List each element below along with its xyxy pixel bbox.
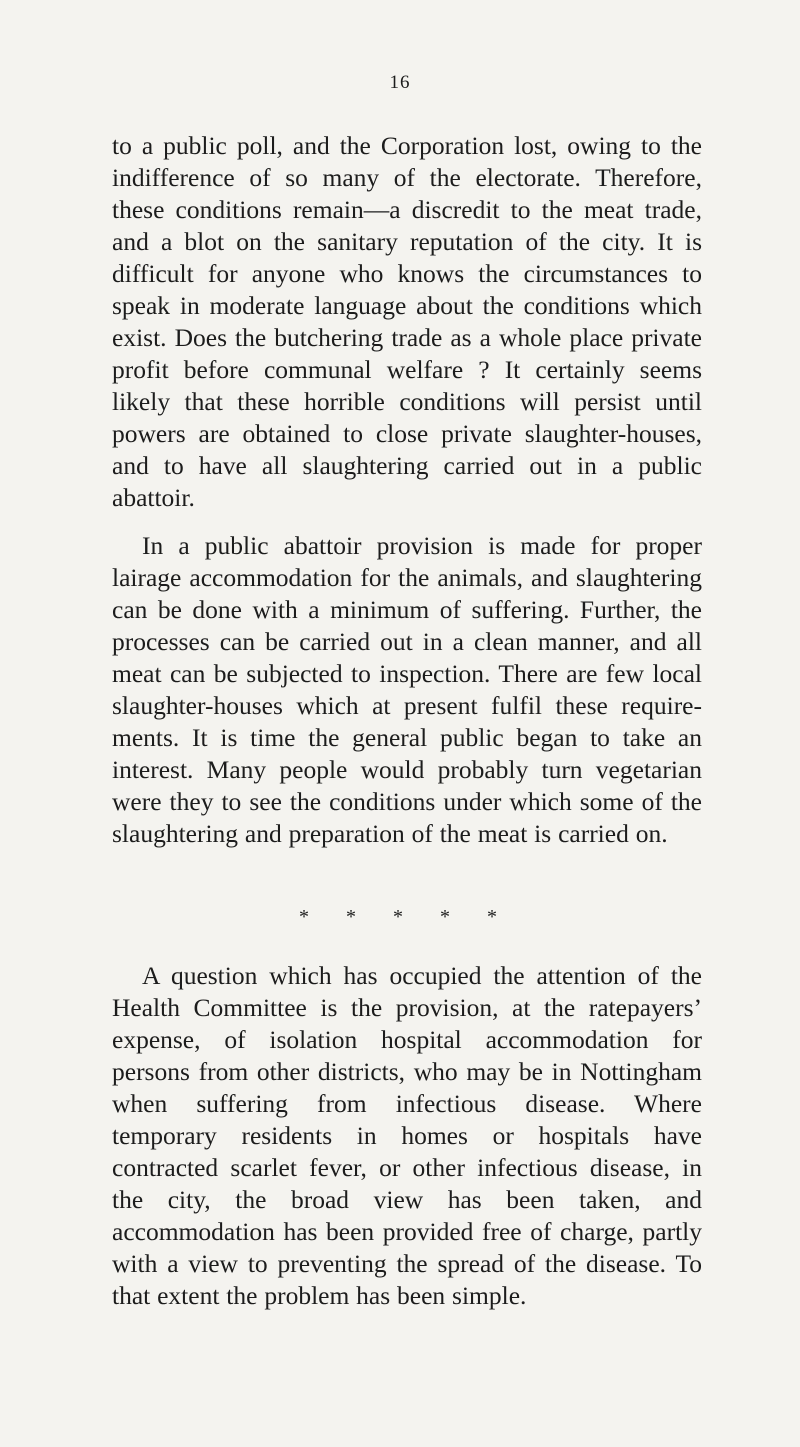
- paragraph-text: In a public abattoir provision is made for proper lairage accommodation for the animals, and slaughtering can be done with a minimum of suffering. Further, the processes can be carried out in a clean manner, and all meat can be subjected to inspection. There are few local slaughter-houses which at present fulfil these require-ments. It is time the general public began to take an interest. Many people would probably turn vegetarian were they to see the conditions under which some of the slaughtering and preparation of the meat is carried on.: [112, 531, 702, 848]
- paragraph-text: A question which has occupied the attention of the Health Committee is the provision, at the ratepayers’ expense, of isolation hospital accommodation for persons from other districts, who may be in Nottingham when suffering from infectious disease. Where temporary residents in homes or hospitals have contracted scarlet fever, or other infectious disease, in the city, the broad view has been taken, and accommodation has been provided free of charge, partly with a view to preventing the spread of the disease. To that extent the problem has been simple.: [112, 961, 702, 1310]
- page-number: 16: [389, 72, 411, 93]
- paragraph-text: to a public poll, and the Corporation lost, owing to the indifference of so many of the electorate. Therefore, these conditions remain—a discredit to the meat trade, and a blot on the sanitary reputation of the city. It is difficult for anyone who knows the circumstances to speak in moderate language about the conditions which exist. Does the butchering trade as a whole place private profit before communal welfare ? It certainly seems likely that these horrible conditions will persist until powers are obtained to close private slaughter-houses, and to have all slaughtering carried out in a public abattoir.: [112, 131, 702, 512]
- paragraph-2: [112, 530, 702, 850]
- section-break-asterisks: * * * * *: [299, 906, 513, 928]
- paragraph-1: [112, 130, 702, 514]
- paragraph-3: [112, 960, 702, 1312]
